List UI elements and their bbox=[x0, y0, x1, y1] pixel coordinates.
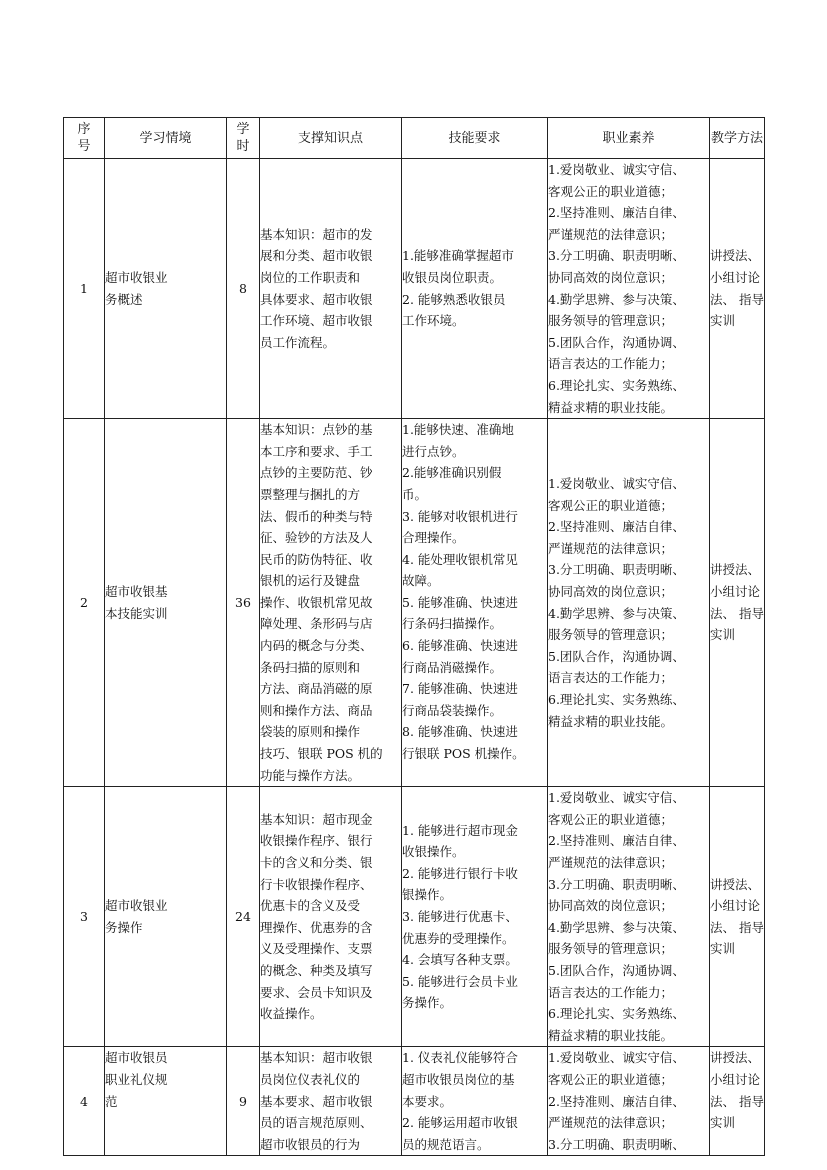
skills-cell-line: 务操作。 bbox=[402, 995, 453, 1011]
quality-cell-line: 服务领导的管理意识； bbox=[548, 313, 674, 329]
curriculum-table bbox=[63, 117, 765, 1156]
knowledge-cell-line: 基本要求、超市收银 bbox=[260, 1093, 373, 1109]
situation-cell bbox=[105, 787, 227, 1047]
quality-cell-line: 严谨规范的法律意识； bbox=[548, 540, 674, 556]
method-cell-line: 实训 bbox=[710, 627, 736, 643]
knowledge-cell-line: 基本知识：点钞的基 bbox=[260, 422, 373, 438]
quality-cell-line: 3.分工明确、职责明晰、 bbox=[548, 876, 685, 892]
table-row bbox=[64, 787, 765, 1047]
skills-cell-line: 银操作。 bbox=[402, 887, 453, 903]
header-skills: 技能要求 bbox=[402, 118, 548, 159]
skills-cell-line: 1. 能够进行超市现金 bbox=[402, 822, 518, 838]
knowledge-cell bbox=[260, 1047, 402, 1156]
quality-cell-line: 2.坚持准则、廉洁自律、 bbox=[548, 833, 685, 849]
knowledge-cell-line: 银机的运行及键盘 bbox=[260, 573, 361, 589]
skills-cell bbox=[402, 1047, 548, 1156]
header-hours bbox=[227, 118, 260, 159]
seq-cell: 1 bbox=[64, 159, 105, 419]
knowledge-cell-line: 具体要求、超市收银 bbox=[260, 291, 373, 307]
method-cell bbox=[710, 787, 765, 1047]
knowledge-cell-line: 收益操作。 bbox=[260, 1006, 323, 1022]
method-cell bbox=[710, 159, 765, 419]
skills-cell-line: 1.能够准确掌握超市 bbox=[402, 248, 514, 264]
skills-cell-line: 收银员岗位职责。 bbox=[402, 269, 503, 285]
quality-cell-line: 3.分工明确、职责明晰、 bbox=[548, 1136, 685, 1152]
quality-cell-line: 5.团队合作，沟通协调、 bbox=[548, 334, 685, 350]
skills-cell-line: 行商品袋装操作。 bbox=[402, 702, 503, 718]
knowledge-cell-line: 理操作、优惠券的含 bbox=[260, 919, 373, 935]
quality-cell-line: 服务领导的管理意识； bbox=[548, 941, 674, 957]
knowledge-cell bbox=[260, 159, 402, 419]
method-cell-line: 讲授法、 bbox=[710, 1050, 761, 1066]
header-hours-text: 学时 bbox=[236, 122, 250, 154]
skills-cell bbox=[402, 787, 548, 1047]
knowledge-cell-line: 义及受理操作、支票 bbox=[260, 941, 373, 957]
quality-cell-line: 4.勤学思辨、参与决策、 bbox=[548, 291, 685, 307]
skills-cell-line: 工作环境。 bbox=[402, 313, 465, 329]
quality-cell-line: 精益求精的职业技能。 bbox=[548, 399, 674, 415]
quality-cell-line: 语言表达的工作能力； bbox=[548, 356, 674, 372]
table-row bbox=[64, 419, 765, 787]
quality-cell-line: 6.理论扎实、实务熟练、 bbox=[548, 377, 685, 393]
situation-cell-line: 超市收银业 bbox=[105, 898, 168, 914]
situation-cell-line: 范 bbox=[105, 1093, 118, 1109]
skills-cell-line: 2. 能够运用超市收银 bbox=[402, 1115, 518, 1131]
knowledge-cell-line: 基本知识：超市的发 bbox=[260, 226, 373, 242]
skills-cell-line: 4. 能处理收银机常见 bbox=[402, 551, 518, 567]
situation-cell bbox=[105, 1047, 227, 1156]
quality-cell-line: 客观公正的职业道德； bbox=[548, 1071, 674, 1087]
knowledge-cell-line: 本工序和要求、手工 bbox=[260, 443, 373, 459]
quality-cell bbox=[548, 1047, 710, 1156]
quality-cell-line: 严谨规范的法律意识； bbox=[548, 226, 674, 242]
skills-cell-line: 故障。 bbox=[402, 573, 440, 589]
quality-cell-line: 3.分工明确、职责明晰、 bbox=[548, 562, 685, 578]
quality-cell-line: 4.勤学思辨、参与决策、 bbox=[548, 919, 685, 935]
hours-cell: 36 bbox=[227, 419, 260, 787]
skills-cell-line: 合理操作。 bbox=[402, 530, 465, 546]
quality-cell-line: 2.坚持准则、廉洁自律、 bbox=[548, 519, 685, 535]
knowledge-cell-line: 卡的含义和分类、银 bbox=[260, 855, 373, 870]
method-cell-line: 法、 指导 bbox=[710, 1093, 764, 1109]
quality-cell bbox=[548, 787, 710, 1047]
situation-cell-line: 职业礼仪规 bbox=[105, 1071, 168, 1087]
knowledge-cell-line: 条码扫描的原则和 bbox=[260, 659, 361, 675]
quality-cell-line: 2.坚持准则、廉洁自律、 bbox=[548, 205, 685, 221]
skills-cell-line: 5. 能够准确、快速进 bbox=[402, 594, 518, 610]
quality-cell-line: 1.爱岗敬业、诚实守信、 bbox=[548, 476, 685, 492]
knowledge-cell-line: 行卡收银操作程序、 bbox=[260, 876, 373, 892]
knowledge-cell-line: 基本知识：超市现金 bbox=[260, 811, 373, 827]
skills-cell-line: 收银操作。 bbox=[402, 844, 465, 860]
skills-cell-line: 1. 仪表礼仪能够符合 bbox=[402, 1050, 518, 1066]
skills-cell-line: 8. 能够准确、快速进 bbox=[402, 724, 518, 740]
seq-cell: 3 bbox=[64, 787, 105, 1047]
skills-cell-line: 3. 能够进行优惠卡、 bbox=[402, 908, 518, 924]
header-quality: 职业素养 bbox=[548, 118, 710, 159]
method-cell-line: 实训 bbox=[710, 941, 736, 957]
knowledge-cell-line: 展和分类、超市收银 bbox=[260, 248, 373, 264]
knowledge-cell-line: 袋装的原则和操作 bbox=[260, 724, 361, 740]
knowledge-cell-line: 则和操作方法、商品 bbox=[260, 702, 373, 718]
quality-cell-line: 精益求精的职业技能。 bbox=[548, 713, 674, 729]
skills-cell-line: 员的规范语言。 bbox=[402, 1136, 490, 1152]
quality-cell-line: 3.分工明确、职责明晰、 bbox=[548, 248, 685, 264]
method-cell-line: 讲授法、 bbox=[710, 248, 761, 264]
knowledge-cell-line: 内码的概念与分类、 bbox=[260, 638, 373, 654]
skills-cell-line: 1.能够快速、准确地 bbox=[402, 422, 514, 438]
quality-cell-line: 1.爱岗敬业、诚实守信、 bbox=[548, 162, 685, 177]
seq-cell: 2 bbox=[64, 419, 105, 787]
knowledge-cell-line: 操作、收银机常见故 bbox=[260, 594, 373, 610]
quality-cell-line: 6.理论扎实、实务熟练、 bbox=[548, 1006, 685, 1022]
knowledge-cell-line: 的概念、种类及填写 bbox=[260, 962, 373, 978]
quality-cell-line: 严谨规范的法律意识； bbox=[548, 855, 674, 870]
header-row bbox=[64, 118, 765, 159]
quality-cell-line: 6.理论扎实、实务熟练、 bbox=[548, 692, 685, 708]
knowledge-cell-line: 基本知识：超市收银 bbox=[260, 1050, 373, 1066]
quality-cell-line: 语言表达的工作能力； bbox=[548, 670, 674, 686]
header-method: 教学方法 bbox=[710, 118, 765, 159]
skills-cell-line: 7. 能够准确、快速进 bbox=[402, 681, 518, 697]
knowledge-cell-line: 征、验钞的方法及人 bbox=[260, 530, 373, 546]
knowledge-cell-line: 功能与操作方法。 bbox=[260, 767, 361, 783]
situation-cell-line: 超市收银员 bbox=[105, 1050, 168, 1066]
skills-cell-line: 优惠券的受理操作。 bbox=[402, 930, 515, 946]
skills-cell-line: 2. 能够进行银行卡收 bbox=[402, 865, 518, 881]
quality-cell-line: 客观公正的职业道德； bbox=[548, 497, 674, 513]
skills-cell bbox=[402, 419, 548, 787]
knowledge-cell-line: 超市收银员的行为 bbox=[260, 1136, 361, 1152]
quality-cell-line: 1.爱岗敬业、诚实守信、 bbox=[548, 790, 685, 806]
skills-cell-line: 5. 能够进行会员卡业 bbox=[402, 973, 518, 989]
situation-cell-line: 本技能实训 bbox=[105, 605, 168, 621]
method-cell bbox=[710, 419, 765, 787]
knowledge-cell bbox=[260, 419, 402, 787]
knowledge-cell-line: 员岗位仪表礼仪的 bbox=[260, 1071, 361, 1087]
method-cell-line: 小组讨论 bbox=[710, 1071, 761, 1087]
quality-cell-line: 语言表达的工作能力； bbox=[548, 984, 674, 1000]
method-cell-line: 小组讨论 bbox=[710, 269, 761, 285]
knowledge-cell bbox=[260, 787, 402, 1047]
method-cell-line: 法、 指导 bbox=[710, 919, 764, 935]
method-cell-line: 实训 bbox=[710, 1115, 736, 1131]
quality-cell-line: 精益求精的职业技能。 bbox=[548, 1027, 674, 1043]
quality-cell bbox=[548, 419, 710, 787]
header-seq bbox=[64, 118, 105, 159]
skills-cell-line: 2.能够准确识别假 bbox=[402, 465, 502, 481]
header-knowledge: 支撑知识点 bbox=[260, 118, 402, 159]
quality-cell-line: 5.团队合作，沟通协调、 bbox=[548, 962, 685, 978]
knowledge-cell-line: 点钞的主要防范、钞 bbox=[260, 465, 373, 481]
knowledge-cell-line: 优惠卡的含义及受 bbox=[260, 898, 361, 914]
skills-cell-line: 4. 会填写各种支票。 bbox=[402, 952, 518, 968]
hours-cell: 24 bbox=[227, 787, 260, 1047]
quality-cell-line: 协同高效的岗位意识； bbox=[548, 584, 674, 600]
quality-cell-line: 客观公正的职业道德； bbox=[548, 183, 674, 199]
skills-cell-line: 币。 bbox=[402, 486, 428, 502]
situation-cell-line: 超市收银基 bbox=[105, 584, 168, 600]
quality-cell-line: 4.勤学思辨、参与决策、 bbox=[548, 605, 685, 621]
skills-cell-line: 6. 能够准确、快速进 bbox=[402, 638, 518, 654]
knowledge-cell-line: 员工作流程。 bbox=[260, 334, 336, 350]
quality-cell bbox=[548, 159, 710, 419]
quality-cell-line: 5.团队合作，沟通协调、 bbox=[548, 648, 685, 664]
situation-cell-line: 务概述 bbox=[105, 291, 143, 307]
situation-cell-line: 超市收银业 bbox=[105, 269, 168, 285]
knowledge-cell-line: 工作环境、超市收银 bbox=[260, 313, 373, 329]
knowledge-cell-line: 岗位的工作职责和 bbox=[260, 269, 361, 285]
seq-cell: 4 bbox=[64, 1047, 105, 1156]
method-cell-line: 法、 指导 bbox=[710, 605, 764, 621]
knowledge-cell-line: 法、假币的种类与特 bbox=[260, 508, 373, 524]
table-row bbox=[64, 159, 765, 419]
situation-cell bbox=[105, 159, 227, 419]
skills-cell-line: 本要求。 bbox=[402, 1093, 453, 1109]
header-situation: 学习情境 bbox=[105, 118, 227, 159]
knowledge-cell-line: 要求、会员卡知识及 bbox=[260, 984, 373, 1000]
method-cell-line: 小组讨论 bbox=[710, 584, 761, 600]
skills-cell-line: 3. 能够对收银机进行 bbox=[402, 508, 518, 524]
quality-cell-line: 协同高效的岗位意识； bbox=[548, 898, 674, 914]
quality-cell-line: 2.坚持准则、廉洁自律、 bbox=[548, 1093, 685, 1109]
situation-cell bbox=[105, 419, 227, 787]
header-seq-text: 序号 bbox=[77, 122, 91, 154]
hours-cell: 8 bbox=[227, 159, 260, 419]
quality-cell-line: 严谨规范的法律意识； bbox=[548, 1115, 674, 1131]
method-cell-line: 小组讨论 bbox=[710, 898, 761, 914]
skills-cell bbox=[402, 159, 548, 419]
skills-cell-line: 2. 能够熟悉收银员 bbox=[402, 291, 506, 307]
knowledge-cell-line: 收银操作程序、银行 bbox=[260, 833, 373, 849]
skills-cell-line: 超市收银员岗位的基 bbox=[402, 1071, 515, 1087]
skills-cell-line: 行商品消磁操作。 bbox=[402, 659, 503, 675]
knowledge-cell-line: 票整理与捆扎的方 bbox=[260, 486, 361, 502]
skills-cell-line: 行银联 POS 机操作。 bbox=[402, 746, 525, 762]
skills-cell-line: 进行点钞。 bbox=[402, 443, 465, 459]
method-cell-line: 法、 指导 bbox=[710, 291, 764, 307]
hours-cell: 9 bbox=[227, 1047, 260, 1156]
method-cell-line: 讲授法、 bbox=[710, 876, 761, 892]
knowledge-cell-line: 民币的防伪特征、收 bbox=[260, 551, 373, 567]
method-cell-line: 实训 bbox=[710, 313, 736, 329]
knowledge-cell-line: 方法、商品消磁的原 bbox=[260, 681, 373, 697]
quality-cell-line: 1.爱岗敬业、诚实守信、 bbox=[548, 1050, 685, 1066]
skills-cell-line: 行条码扫描操作。 bbox=[402, 616, 503, 632]
quality-cell-line: 协同高效的岗位意识； bbox=[548, 269, 674, 285]
knowledge-cell-line: 技巧、银联 POS 机的 bbox=[260, 746, 383, 762]
knowledge-cell-line: 员的语言规范原则、 bbox=[260, 1115, 373, 1131]
method-cell-line: 讲授法、 bbox=[710, 562, 761, 578]
method-cell bbox=[710, 1047, 765, 1156]
table-row bbox=[64, 1047, 765, 1156]
quality-cell-line: 服务领导的管理意识； bbox=[548, 627, 674, 643]
situation-cell-line: 务操作 bbox=[105, 919, 143, 935]
knowledge-cell-line: 障处理、条形码与店 bbox=[260, 616, 373, 632]
quality-cell-line: 客观公正的职业道德； bbox=[548, 811, 674, 827]
